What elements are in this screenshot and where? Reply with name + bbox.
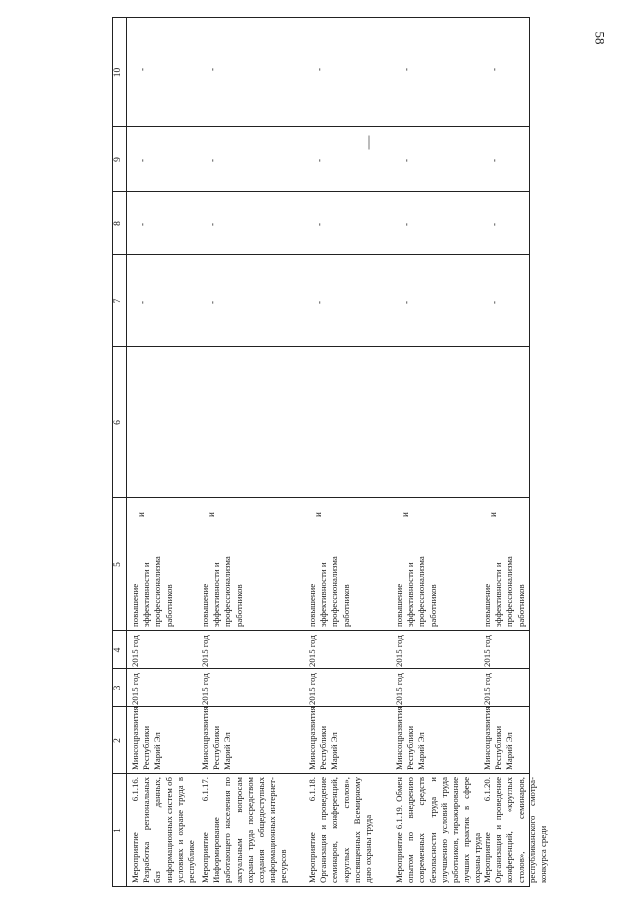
row2-result: повышение эффективности и профессионализма работников bbox=[200, 556, 244, 627]
row4-c10: - bbox=[401, 68, 411, 71]
row5-measure: Мероприятие 6.1.20. Организация и проведение конференций, «круглых столов», семинаров, республиканского смотра-конкурса среди bbox=[482, 777, 549, 883]
row3-end: 2015 год bbox=[307, 635, 317, 667]
row5-end: 2015 год bbox=[482, 635, 492, 667]
row5-conjunction: и bbox=[488, 512, 498, 517]
row5-c7: - bbox=[489, 301, 499, 304]
col-header-4: 4 bbox=[113, 647, 123, 653]
row2-end: 2015 год bbox=[200, 635, 210, 667]
col-header-10: 10 bbox=[113, 67, 123, 78]
row1-conjunction: и bbox=[136, 512, 146, 517]
row2-conjunction: и bbox=[206, 512, 216, 517]
row2-c10: - bbox=[207, 68, 217, 71]
row2-c7: - bbox=[207, 301, 217, 304]
row1-end: 2015 год bbox=[130, 635, 140, 667]
col-header-8: 8 bbox=[113, 221, 123, 226]
program-table bbox=[112, 17, 549, 887]
row3-c8: - bbox=[314, 223, 324, 226]
row1-c9: - bbox=[137, 159, 147, 162]
row3-c9: - bbox=[314, 159, 324, 162]
row5-executor: Минсоцразвития Республики Марий Эл bbox=[482, 706, 515, 770]
row3-executor: Минсоцразвития Республики Марий Эл bbox=[307, 706, 340, 770]
row5-c9: - bbox=[489, 159, 499, 162]
row1-c10: - bbox=[137, 68, 147, 71]
row4-end: 2015 год bbox=[394, 635, 404, 667]
row4-start: 2015 год bbox=[394, 673, 404, 705]
col-header-9: 9 bbox=[113, 157, 123, 162]
row3-start: 2015 год bbox=[307, 673, 317, 705]
row3-measure: Мероприятие 6.1.18. Организация и проведение семинаров, конференций, «круглых столов», посвященных Всемирному дню охраны труда bbox=[307, 777, 374, 883]
row1-result: повышение эффективности и профессионализма работников bbox=[130, 556, 174, 627]
row4-result: повышение эффективности и профессионализма работников bbox=[394, 556, 438, 627]
scan-mark bbox=[369, 136, 370, 150]
col-header-3: 3 bbox=[113, 685, 123, 691]
col-header-2: 2 bbox=[113, 738, 123, 743]
col-header-7: 7 bbox=[113, 298, 123, 304]
row2-executor: Минсоцразвития Республики Марий Эл bbox=[200, 706, 233, 770]
row4-conjunction: и bbox=[400, 512, 410, 517]
row4-executor: Минсоцразвития Республики Марий Эл bbox=[394, 706, 427, 770]
col-header-1: 1 bbox=[113, 828, 123, 833]
row1-c8: - bbox=[137, 223, 147, 226]
row1-measure: Мероприятие 6.1.16. Разработка региональных баз данных, информационных систем об условиях и охране труда в республике bbox=[130, 777, 197, 883]
row3-c7: - bbox=[314, 301, 324, 304]
row2-start: 2015 год bbox=[200, 673, 210, 705]
row4-c9: - bbox=[401, 159, 411, 162]
row2-c8: - bbox=[207, 223, 217, 226]
row3-result: повышение эффективности и профессионализма работников bbox=[307, 556, 351, 627]
row4-c7: - bbox=[401, 301, 411, 304]
row1-c7: - bbox=[137, 301, 147, 304]
col-header-5: 5 bbox=[113, 562, 123, 567]
row4-measure: Мероприятие 6.1.19. Обмен опытом по внедрению современных средств безопасности труда и улучшению условий труда работников, тиражирование лучших практик в сфере охраны труда bbox=[394, 777, 483, 883]
col-header-6: 6 bbox=[113, 420, 123, 425]
row4-c8: - bbox=[401, 223, 411, 226]
page-number: 58 bbox=[592, 31, 608, 45]
row5-start: 2015 год bbox=[482, 673, 492, 705]
row2-c9: - bbox=[207, 159, 217, 162]
row3-conjunction: и bbox=[313, 512, 323, 517]
row3-c10: - bbox=[314, 68, 324, 71]
row2-measure: Мероприятие 6.1.17. Информирование работающего населения по актуальным вопросам охраны труда посредством создания общедоступных информационных интернет-ресурсов bbox=[200, 777, 289, 883]
row1-executor: Минсоцразвития Республики Марий Эл bbox=[130, 706, 163, 770]
row5-c10: - bbox=[489, 68, 499, 71]
row1-start: 2015 год bbox=[130, 673, 140, 705]
row5-c8: - bbox=[489, 223, 499, 226]
row5-result: повышение эффективности и профессионализма работников bbox=[482, 556, 526, 627]
